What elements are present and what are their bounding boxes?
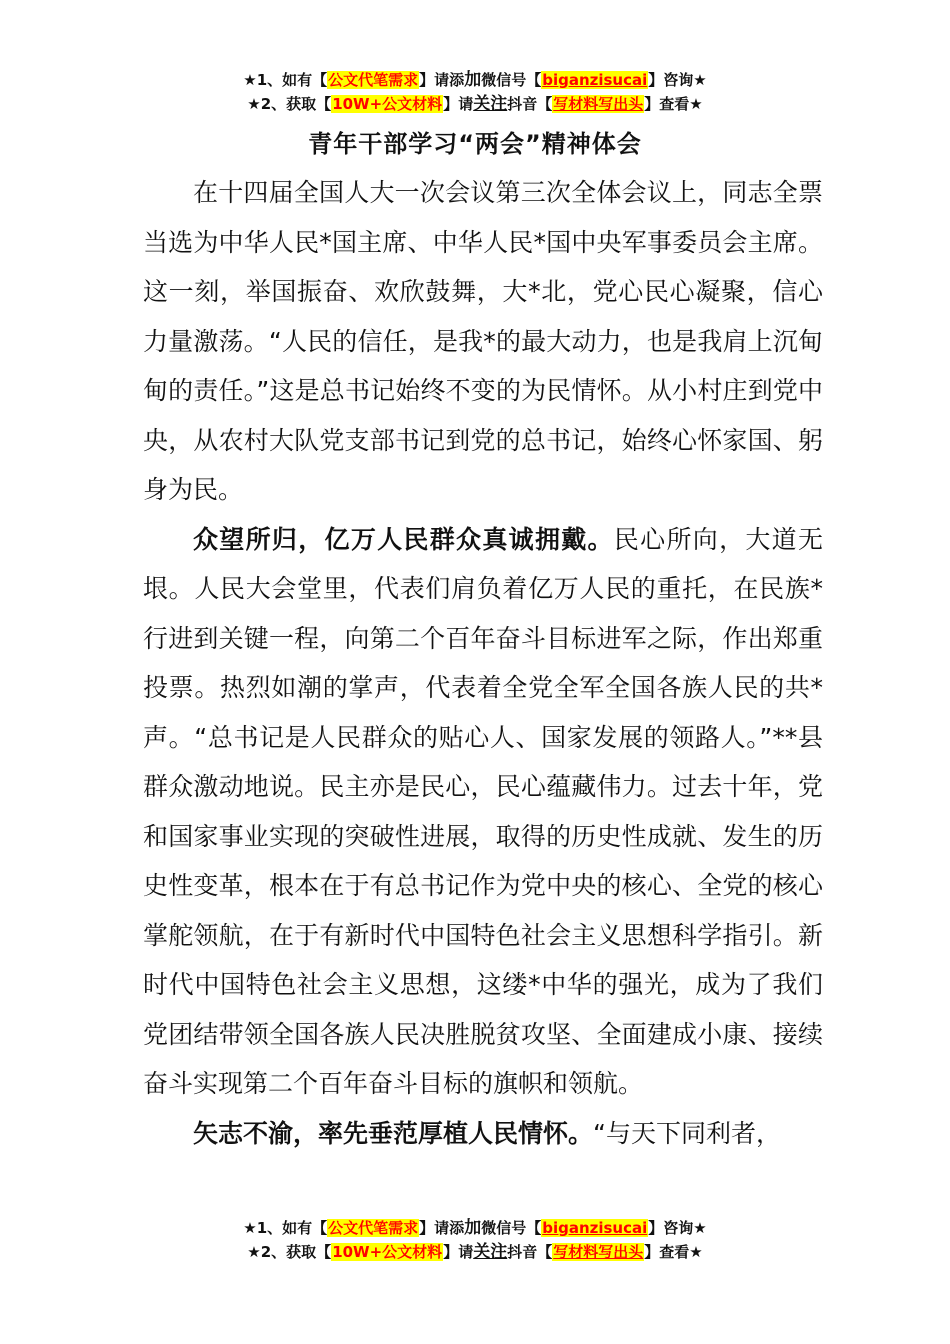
banner-text: 】请添 <box>419 1219 465 1237</box>
banner-text: 】咨询★ <box>648 71 707 89</box>
banner-text: 抖音【 <box>507 95 553 113</box>
douyin-id-highlight: 写材料写出头 <box>553 95 644 113</box>
banner-line-2 <box>0 1240 950 1264</box>
banner-text: ★1、如有【 <box>243 71 328 89</box>
paragraph-2 <box>143 515 823 1109</box>
paragraph-lead: 众望所归，亿万人民群众真诚拥戴。 <box>193 524 614 554</box>
banner-text: 】咨询★ <box>648 1219 707 1237</box>
banner-emphasis: 关注 <box>473 1242 508 1262</box>
paragraph-1 <box>143 168 823 515</box>
banner-text: 微信号【 <box>481 1219 542 1237</box>
banner-text: 】请 <box>443 1243 474 1261</box>
banner-text: ★2、获取【 <box>247 95 332 113</box>
banner-highlight: 10W+公文材料 <box>332 1243 443 1261</box>
banner-text: 抖音【 <box>507 1243 553 1261</box>
paragraph-text: 民心所向，大道无垠。人民大会堂里，代表们肩负着亿万人民的重托，在民族*行进到关键一程，向第二个百年奋斗目标进军之际，作出郑重投票。热烈如潮的掌声，代表着全党全军全国各族人民的共*声。“总书记是人民群众的贴心人、国家发展的领路人。”**县群众激动地说。民主亦是民心，民心蕴藏伟力。过去十年，党和国家事业实现的突破性进展，取得的历史性成就、发生的历史性变革，根本在于有总书记作为党中央的核心、全党的核心掌舵领航，在于有新时代中国特色社会主义思想科学指引。新时代中国特色社会主义思想，这缕*中华的强光，成为了我们党团结带领全国各族人民决胜脱贫攻坚、全面建成小康、接续奋斗实现第二个百年奋斗目标的旗帜和领航。 <box>143 524 823 1098</box>
banner-line-1 <box>0 68 950 92</box>
banner-highlight: 公文代笔需求 <box>328 1219 419 1237</box>
banner-emphasis: 加 <box>464 1218 482 1238</box>
footer-banner <box>0 1216 950 1264</box>
banner-line-1 <box>0 1216 950 1240</box>
document-title: 青年干部学习“两会”精神体会 <box>308 130 642 158</box>
banner-text: 】查看★ <box>644 95 703 113</box>
paragraph-lead: 矢志不渝，率先垂范厚植人民情怀。 <box>193 1118 594 1148</box>
banner-highlight: 公文代笔需求 <box>328 71 419 89</box>
paragraph-3 <box>143 1109 823 1159</box>
banner-text: ★2、获取【 <box>247 1243 332 1261</box>
banner-text: ★1、如有【 <box>243 1219 328 1237</box>
banner-text: 微信号【 <box>481 71 542 89</box>
banner-text: 】请添 <box>419 71 465 89</box>
paragraph-text: 在十四届全国人大一次会议第三次全体会议上，同志全票当选为中华人民*国主席、中华人民*国中央军事委员会主席。这一刻，举国振奋、欢欣鼓舞，大*北，党心民心凝聚，信心力量激荡。“人民的信任，是我*的最大动力，也是我肩上沉甸甸的责任。”这是总书记始终不变的为民情怀。从小村庄到党中央，从农村大队党支部书记到党的总书记，始终心怀家国、躬身为民。 <box>143 178 823 504</box>
document-body <box>143 168 823 1158</box>
paragraph-text: “与天下同利者， <box>593 1118 781 1148</box>
banner-line-2 <box>0 92 950 116</box>
banner-highlight: 10W+公文材料 <box>332 95 443 113</box>
wechat-id-highlight: biganzisucai <box>542 71 648 89</box>
banner-text: 】查看★ <box>644 1243 703 1261</box>
banner-emphasis: 关注 <box>473 94 508 114</box>
douyin-id-highlight: 写材料写出头 <box>553 1243 644 1261</box>
header-banner <box>0 68 950 116</box>
wechat-id-highlight: biganzisucai <box>542 1219 648 1237</box>
banner-emphasis: 加 <box>464 70 482 90</box>
banner-text: 】请 <box>443 95 474 113</box>
